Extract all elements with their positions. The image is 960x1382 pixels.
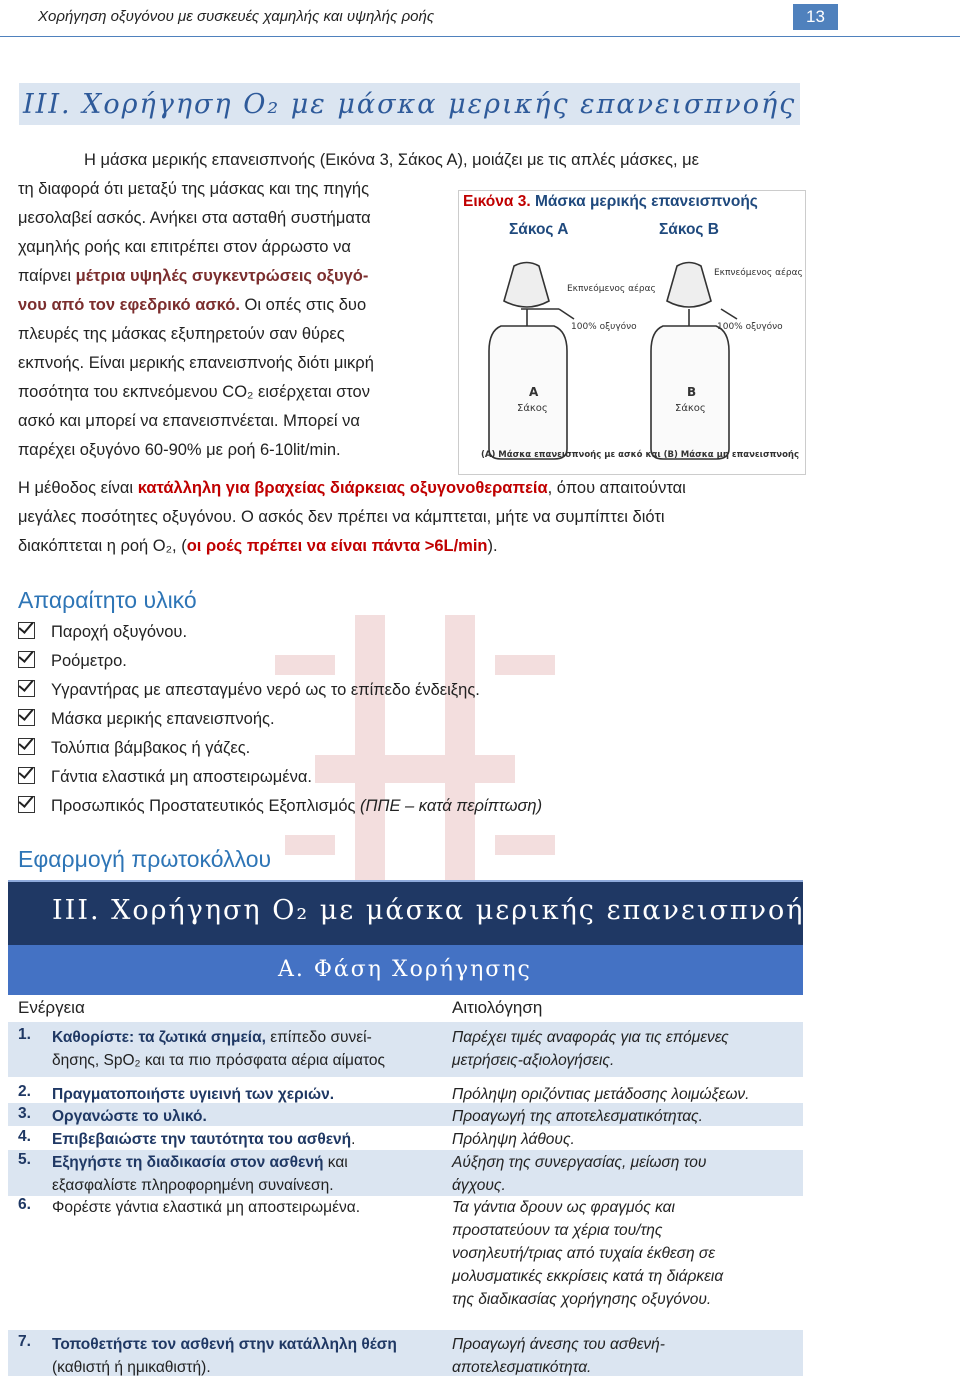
para2-l1-pre: Η μέθοδος είναι bbox=[18, 479, 138, 497]
intro-line-9: ποσότητα του εκπνεόμενου CO₂ εισέρχεται στον bbox=[18, 383, 370, 401]
row-5-action: Εξηγήστε τη διαδικασία στον ασθενή και εξασφαλίστε πληροφορημένη συναίνεση. bbox=[52, 1154, 348, 1194]
row-number: 2. bbox=[18, 1083, 31, 1100]
checkbox-icon bbox=[18, 738, 35, 755]
para2-l1-bold: κατάλληλη για βραχείας διάρκειας οξυγονοθεραπεία bbox=[137, 479, 548, 497]
section-title: III. Χορήγηση O₂ με μάσκα μερικής επανεισπνοής bbox=[23, 89, 797, 120]
intro-line-6-post: Οι οπές στις δυο bbox=[239, 296, 367, 314]
protocol-table-title: III. Χορήγηση O₂ με μάσκα μερικής επανεισπνοής bbox=[52, 895, 822, 926]
checkbox-icon bbox=[18, 622, 35, 639]
row-3-reason: Προαγωγή της αποτελεσματικότητας. bbox=[452, 1108, 703, 1125]
figure-footnote: (A) Μάσκα επανεισπνοής με ασκό και (B) Μάσκα μη επανεισπνοής bbox=[481, 450, 800, 460]
material-item: Ροόμετρο. bbox=[18, 651, 127, 671]
intro-line-4: χαμηλής ροής και επιτρέπει στον άρρωστο να bbox=[18, 238, 351, 256]
mask-illustration bbox=[459, 191, 805, 474]
intro-line-1: Η μάσκα μερικής επανεισπνοής (Εικόνα 3, Σάκος Α), μοιάζει με τις απλές μάσκες, με bbox=[84, 151, 699, 169]
para2-l3-post: ). bbox=[487, 537, 498, 555]
intro-line-11: παρέχει οξυγόνο 60-90% με ροή 6-10lit/min. bbox=[18, 441, 341, 459]
figure-caption-label: Εικόνα 3. bbox=[463, 193, 531, 210]
row-number: 5. bbox=[18, 1151, 31, 1168]
column-header-reason: Αιτιολόγηση bbox=[452, 998, 543, 1017]
row-6-reason: Τα γάντια δρουν ως φραγμός και προστατεύουν τα χέρια του/της νοσηλευτή/τριας από τυχαία έκθεση σε μολυσματικές εκκρίσεις κατά τη διάρκεια της διαδικασίας χορήγησης οξυγόνου. bbox=[452, 1199, 724, 1308]
header-divider bbox=[0, 36, 960, 37]
checkbox-icon bbox=[18, 680, 35, 697]
intro-line-6-bold: νου από τον εφεδρικό ασκό. bbox=[18, 296, 240, 314]
row-number: 4. bbox=[18, 1128, 31, 1145]
intro-line-7: πλευρές της μάσκας εξυπηρετούν σαν θύρες bbox=[18, 325, 345, 343]
column-header-action: Ενέργεια bbox=[18, 998, 85, 1017]
checkbox-icon bbox=[18, 651, 35, 668]
bag-a-letter: A bbox=[529, 385, 539, 399]
intro-line-2: τη διαφορά ότι μεταξύ της μάσκας και της πηγής bbox=[18, 180, 370, 198]
row-4-reason: Πρόληψη λάθους. bbox=[452, 1131, 575, 1148]
para2-line-2: μεγάλες ποσότητες οξυγόνου. Ο ασκός δεν πρέπει να κάμπτεται, μήτε να συμπίπτει διότι bbox=[18, 508, 665, 526]
para2-line-1 bbox=[18, 474, 686, 503]
row-7-reason: Προαγωγή άνεσης του ασθενή- αποτελεσματικότητα. bbox=[452, 1336, 665, 1376]
intro-line-5-pre: παίρνει bbox=[18, 267, 76, 285]
row-3-action: Οργανώστε το υλικό. bbox=[52, 1108, 207, 1125]
protocol-heading: Εφαρμογή πρωτοκόλλου bbox=[18, 846, 272, 872]
watermark-logo bbox=[255, 615, 585, 915]
intro-line-5-bold: μέτρια υψηλές συγκεντρώσεις οξυγό- bbox=[75, 267, 369, 285]
checkbox-icon bbox=[18, 767, 35, 784]
materials-heading: Απαραίτητο υλικό bbox=[18, 587, 197, 613]
protocol-phase-bar bbox=[8, 945, 803, 995]
figure-mask-diagram bbox=[458, 190, 806, 475]
material-item: Γάντια ελαστικά μη αποστειρωμένα. bbox=[18, 767, 312, 787]
exhaled-air-label-b: Εκπνεόμενος αέρας bbox=[714, 268, 803, 278]
intro-line-10: ασκό και μπορεί να επανεισπνέεται. Μπορεί να bbox=[18, 412, 360, 430]
row-7-action: Τοποθετήστε τον ασθενή στην κατάλληλη θέση (καθιστή ή ημικαθιστή). bbox=[52, 1336, 397, 1376]
row-number: 3. bbox=[18, 1105, 31, 1122]
para2-l3-pre: διακόπτεται η ροή O₂, ( bbox=[18, 537, 187, 555]
material-item: Προσωπικός Προστατευτικός Εξοπλισμός (ΠΠΕ – κατά περίπτωση) bbox=[18, 796, 542, 816]
oxygen-label-b: 100% οξυγόνο bbox=[717, 322, 783, 332]
material-item: Μάσκα μερικής επανεισπνοής. bbox=[18, 709, 275, 729]
page-header bbox=[0, 0, 960, 36]
bag-b-label: Σάκος Β bbox=[659, 221, 719, 238]
intro-line-8: εκπνοής. Είναι μερικής επανεισπνοής διότι μικρή bbox=[18, 354, 374, 372]
row-2-reason: Πρόληψη οριζόντιας μετάδοσης λοιμώξεων. bbox=[452, 1086, 750, 1103]
material-item: Παροχή οξυγόνου. bbox=[18, 622, 187, 642]
bag-a-label: Σάκος Α bbox=[509, 221, 569, 238]
intro-line-3: μεσολαβεί ασκός. Ανήκει στα ασταθή συστήματα bbox=[18, 209, 371, 227]
bag-b-letter: B bbox=[687, 385, 697, 399]
para2-line-3 bbox=[18, 532, 498, 561]
section-heading-bar bbox=[16, 83, 800, 125]
row-1-action: Καθορίστε: τα ζωτικά σημεία, επίπεδο συνεί- δησης, SpO₂ και τα πιο πρόσφατα αέρια αίματος bbox=[52, 1029, 385, 1069]
protocol-phase-title: Α. Φάση Χορήγησης bbox=[278, 957, 532, 982]
para2-l1-post: , όπου απαιτούνται bbox=[547, 479, 686, 497]
protocol-table-header bbox=[8, 880, 822, 947]
row-2-action: Πραγματοποιήστε υγιεινή των χεριών. bbox=[52, 1086, 335, 1103]
intro-line-5 bbox=[18, 262, 368, 291]
bag-a-word: Σάκος bbox=[517, 403, 548, 414]
bag-b-word: Σάκος bbox=[675, 403, 706, 414]
row-4-action: Επιβεβαιώστε την ταυτότητα του ασθενή. bbox=[52, 1131, 356, 1148]
page-number: 13 bbox=[793, 4, 838, 30]
row-1-reason: Παρέχει τιμές αναφοράς για τις επόμενες μετρήσεις-αξιολογήσεις. bbox=[452, 1029, 729, 1069]
material-item: Τολύπια βάμβακος ή γάζες. bbox=[18, 738, 250, 758]
row-number: 1. bbox=[18, 1026, 31, 1043]
checkbox-icon bbox=[18, 709, 35, 726]
row-number: 7. bbox=[18, 1333, 31, 1350]
para2-l3-bold: οι ροές πρέπει να είναι πάντα >6L/min bbox=[186, 537, 488, 555]
checkbox-icon bbox=[18, 796, 35, 813]
row-6-action: Φορέστε γάντια ελαστικά μη αποστειρωμένα. bbox=[52, 1199, 360, 1216]
row-number: 6. bbox=[18, 1196, 31, 1213]
oxygen-label-a: 100% οξυγόνο bbox=[571, 322, 637, 332]
exhaled-air-label-a: Εκπνεόμενος αέρας bbox=[567, 284, 656, 294]
figure-caption-text: Μάσκα μερικής επανεισπνοής bbox=[534, 193, 758, 210]
header-title: Χορήγηση οξυγόνου με συσκευές χαμηλής και υψηλής ροής bbox=[38, 8, 435, 25]
intro-line-6 bbox=[18, 291, 366, 320]
row-5-reason: Αύξηση της συνεργασίας, μείωση του άγχους. bbox=[452, 1154, 707, 1194]
material-item: Υγραντήρας με απεσταγμένο νερό ως το επίπεδο ένδειξης. bbox=[18, 680, 480, 700]
